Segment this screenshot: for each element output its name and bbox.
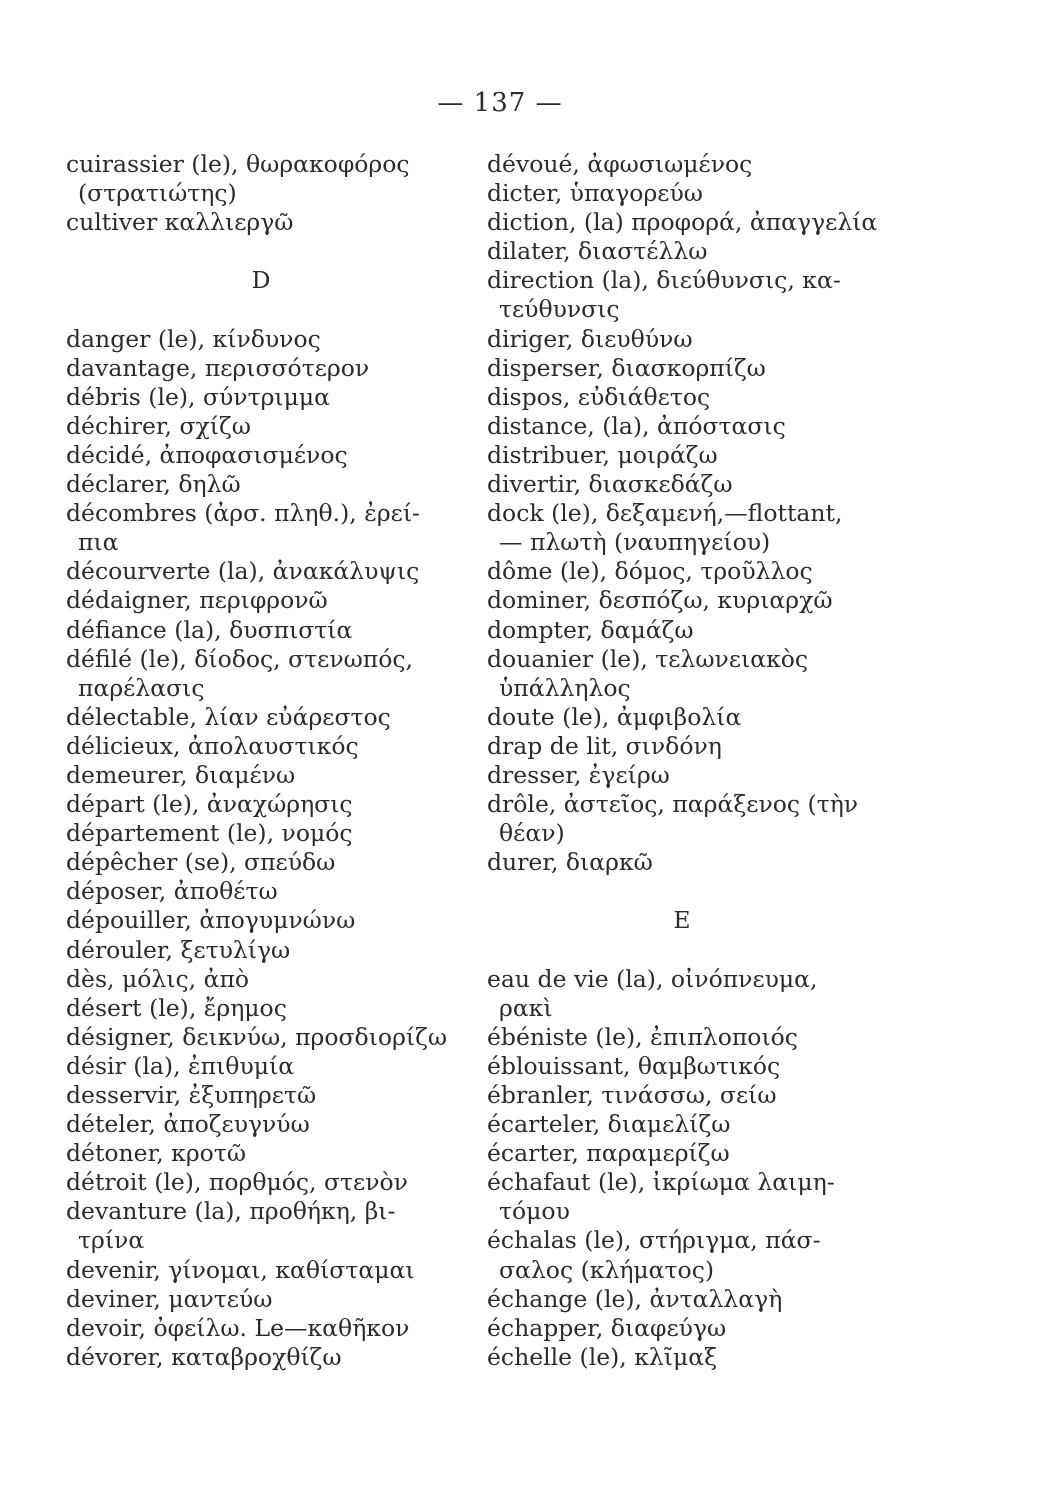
dictionary-entry: distribuer, μοιράζω [487,440,718,469]
dictionary-entry: désigner, δεικνύω, προσδιορίζω [66,1022,447,1051]
blank-line [66,295,486,324]
entry-continuation: ρακὶ [499,993,553,1022]
dictionary-entry: dédaigner, περιφρονῶ [66,586,328,615]
dictionary-entry: détoner, κροτῶ [66,1139,246,1168]
dictionary-entry: échange (le), ἀνταλλαγὴ [487,1284,783,1313]
dictionary-entry: davantage, περισσότερον [66,353,370,382]
dictionary-entry: douanier (le), τελωνειακὸς [487,644,809,673]
dictionary-entry: demeurer, διαμένω [66,760,296,789]
blank-line [487,936,907,965]
dictionary-entry: cuirassier (le), θωρακοφόρος [66,150,410,178]
dictionary-entry: dôme (le), δόμος, τροῦλλος [487,557,813,586]
left-column [66,150,486,1372]
dictionary-entry: écarteler, διαμελίζω [487,1110,731,1139]
dictionary-entry: divertir, διασκεδάζω [487,470,733,499]
dictionary-entry: déchirer, σχίζω [66,411,251,440]
section-letter-heading: E [673,906,691,935]
dictionary-entry: direction (la), διεύθυνσις, κα- [487,266,841,295]
dictionary-entry: échapper, διαφεύγω [487,1313,727,1342]
dictionary-entry: cultiver καλλιεργῶ [66,208,294,237]
entry-continuation: σαλος (κλήματος) [499,1255,715,1284]
dictionary-entry: détroit (le), πορθμός, στενὸν [66,1168,408,1197]
dictionary-entry: décombres (ἀρσ. πληθ.), ἐρεί- [66,499,420,528]
blank-line [66,237,486,266]
dictionary-entry: départ (le), ἀναχώρησις [66,790,353,819]
entry-continuation: τόμου [499,1197,570,1226]
dictionary-entry: délectable, λίαν εὐάρεστος [66,702,391,731]
dictionary-entry: dilater, διαστέλλω [487,237,708,266]
dictionary-entry: desservir, ἐξυπηρετῶ [66,1081,317,1109]
dictionary-entry: décidé, ἀποφασισμένος [66,440,348,469]
dictionary-entry: eau de vie (la), οἰνόπνευμα, [487,964,818,993]
dictionary-entry: danger (le), κίνδυνος [66,324,321,353]
dictionary-entry: décourverte (la), ἀνακάλυψις [66,557,420,586]
dictionary-entry: échalas (le), στήριγμα, πάσ- [487,1226,821,1255]
entry-continuation: ὑπάλληλος [499,673,631,702]
dictionary-entry: défilé (le), δίοδος, στενωπός, [66,644,414,673]
dictionary-entry: défiance (la), δυσπιστία [66,615,353,644]
dictionary-entry: deviner, μαντεύω [66,1284,273,1313]
dictionary-entry: dépêcher (se), σπεύδω [66,848,336,877]
dictionary-entry: dominer, δεσπόζω, κυριαρχῶ [487,586,833,615]
dictionary-entry: ébranler, τινάσσω, σείω [487,1081,777,1109]
dictionary-entry: durer, διαρκῶ [487,848,653,877]
dictionary-entry: diriger, διευθύνω [487,324,693,353]
section-letter-heading: D [251,266,271,295]
dictionary-entry: débris (le), σύντριμμα [66,382,331,411]
dictionary-entry: devenir, γίνομαι, καθίσταμαι [66,1255,415,1284]
dictionary-entry: dévorer, καταβροχθίζω [66,1342,342,1371]
entry-continuation: (στρατιώτης) [78,179,237,208]
entry-continuation: τρίνα [78,1226,145,1255]
dictionary-entry: éblouissant, θαμβωτικός [487,1051,781,1080]
dictionary-entry: échafaut (le), ἰκρίωμα λαιμη- [487,1168,835,1197]
dictionary-entry: département (le), νομός [66,819,353,848]
page-number: — 137 — [437,88,563,118]
dictionary-entry: désert (le), ἔρημος [66,993,287,1022]
dictionary-entry: déposer, ἀποθέτω [66,877,278,906]
entry-continuation: τεύθυνσις [499,295,620,324]
dictionary-entry: doute (le), ἀμφιβολία [487,702,742,731]
dictionary-entry: devanture (la), προθήκη, βι- [66,1197,396,1226]
dictionary-entry: ébéniste (le), ἐπιπλοποιός [487,1022,798,1051]
dictionary-entry: dételer, ἀποζευγνύω [66,1110,310,1139]
dictionary-entry: dresser, ἐγείρω [487,760,670,789]
dictionary-entry: dès, μόλις, ἀπὸ [66,964,250,993]
dictionary-entry: disperser, διασκορπίζω [487,353,766,382]
entry-continuation: παρέλασις [78,673,205,702]
dictionary-entry: drôle, ἀστεῖος, παράξενος (τὴν [487,790,859,819]
dictionary-entry: échelle (le), κλῖμαξ [487,1342,718,1371]
dictionary-entry: déclarer, δηλῶ [66,470,241,499]
entry-continuation: — πλωτὴ (ναυπηγείου) [499,528,771,557]
dictionary-entry: dock (le), δεξαμενή,—flottant, [487,499,843,528]
dictionary-entry: dispos, εὐδιάθετος [487,382,711,411]
right-column [487,150,907,1372]
dictionary-entry: écarter, παραμερίζω [487,1139,730,1168]
dictionary-entry: dicter, ὑπαγορεύω [487,179,703,208]
dictionary-entry: devoir, ὀφείλω. Le—καθῆκον [66,1313,410,1342]
dictionary-entry: dompter, δαμάζω [487,615,694,644]
entry-continuation: θέαν) [499,819,565,848]
dictionary-entry: désir (la), ἐπιθυμία [66,1051,295,1080]
dictionary-entry: diction, (la) προφορά, ἀπαγγελία [487,208,878,237]
dictionary-entry: dévoué, ἀφωσιωμένος [487,150,753,178]
blank-line [487,877,907,906]
dictionary-entry: délicieux, ἀπολαυστικός [66,731,359,760]
dictionary-entry: distance, (la), ἀπόστασις [487,411,786,440]
entry-continuation: πια [78,528,119,557]
dictionary-entry: drap de lit, σινδόνη [487,731,722,760]
dictionary-entry: dépouiller, ἀπογυμνώνω [66,906,356,935]
dictionary-entry: dérouler, ξετυλίγω [66,935,291,964]
